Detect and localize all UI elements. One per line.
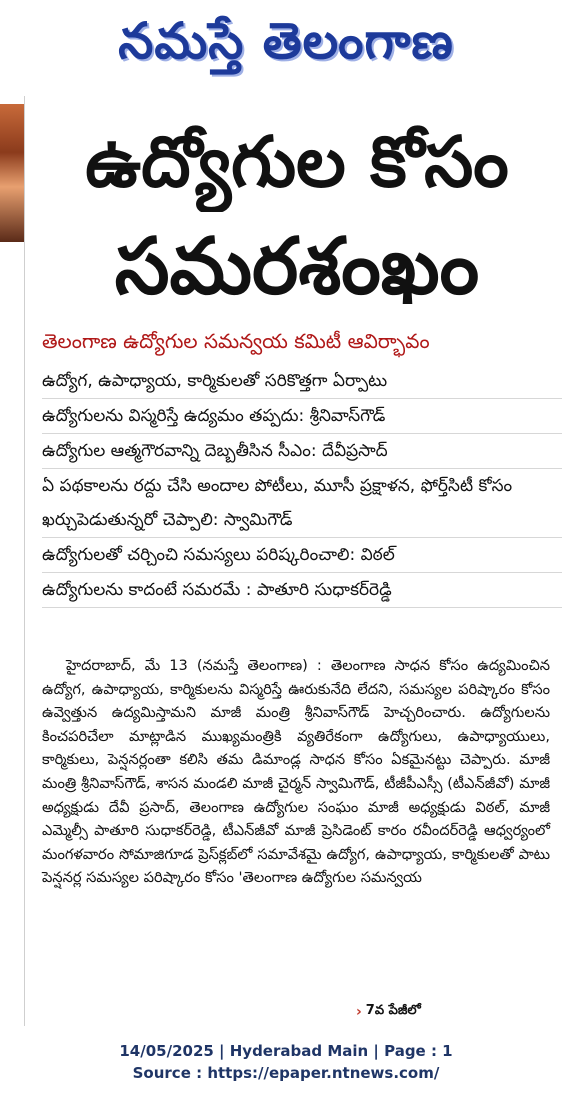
headline-line-1: ఉద్యోగుల కోసం [85,121,509,203]
headline-line-2: సమరశంఖం [114,222,480,312]
newspaper-logo: నమస్తే తెలంగాణ [118,12,454,70]
subhead: ఉద్యోగులను విస్మరిస్తే ఉద్యమం తప్పదు: శ్రీనివాస్‌గౌడ్ [42,399,562,434]
subhead: ఉద్యోగులతో చర్చించి సమస్యలు పరిష్కరించాలి: విఠల్ [42,538,562,573]
footer-source: Source : https://epaper.ntnews.com/ [132,1064,440,1082]
continued-label: 7వ పేజీలో [365,1003,421,1018]
chevron-right-icon: › [356,1004,362,1020]
article-paragraph: హైదరాబాద్, మే 13 (నమస్తే తెలంగాణ) : తెలంగాణ సాధన కోసం ఉద్యమించిన ఉద్యోగ, ఉపాధ్యాయ, కార్మికులను విస్మరిస్తే ఊరుకునేది లేదని, సమస్యల పరిష్కారం కోసం ఉవ్వెత్తున ఉద్యమిస్తామని మాజీ మంత్రి శ్రీనివాస్‌గౌడ్ హెచ్చరించారు. ఉద్యోగులను కించపరిచేలా మాట్లాడిన ముఖ్యమంత్రికి వ్యతిరేకంగా ఉద్యోగులు, ఉపాధ్యాయులు, కార్మికులు, పెన్షనర్లంతా కలిసి తమ డిమాండ్ల సాధన కోసం ఏకమైనట్టు చెప్పారు. మాజీ మంత్రి శ్రీనివాస్‌గౌడ్, శాసన మండలి మాజీ చైర్మన్ స్వామిగౌడ్, టీజీపీఎస్సీ (టీఎన్‌జీవో) మాజీ అధ్యక్షుడు దేవీ ప్రసాద్, తెలంగాణ ఉద్యోగుల సంఘం మాజీ అధ్యక్షుడు విఠల్, మాజీ ఎమ్మెల్సీ పాతూరి సుధాకర్‌రెడ్డి, టీఎన్‌జీవో మాజీ ప్రెసిడెంట్ కారం రవీందర్‌రెడ్డి ఆధ్వర్యంలో మంగళవారం సోమాజిగూడ ప్రెస్‌క్లబ్‌లో సమావేశమై ఉద్యోగ, ఉపాధ్యాయ, కార్మికులతో పాటు పెన్షనర్ల సమస్యల పరిష్కారం కోసం 'తెలంగాణ ఉద్యోగుల సమన్వయ [42,657,550,887]
kicker-subheading: తెలంగాణ ఉద్యోగుల సమన్వయ కమిటీ ఆవిర్భావం [42,329,430,353]
column-divider [24,96,25,1026]
footer-date-edition: 14/05/2025 | Hyderabad Main | Page : 1 [119,1042,453,1060]
subhead: ఏ పథకాలను రద్దు చేసి అందాల పోటీలు, మూసీ ప్రక్షాళన, ఫోర్త్‌సిటీ కోసం ఖర్చుపెడుతున్నరో చెప్పాలి: స్వామిగౌడ్ [42,469,562,538]
subhead: ఉద్యోగ, ఉపాధ్యాయ, కార్మికులతో సరికొత్తగా ఏర్పాటు [42,364,562,399]
subhead: ఉద్యోగులను కాదంటే సమరమే : పాతూరి సుధాకర్‌రెడ్డి [42,573,562,608]
cropped-photo [0,104,24,242]
subhead: ఉద్యోగుల ఆత్మగౌరవాన్ని దెబ్బతీసిన సీఎం: దేవీప్రసాద్ [42,434,562,469]
article-body [42,654,550,890]
continued-on-page-link[interactable] [356,1003,421,1021]
masthead [0,0,572,86]
subheads-list [42,364,562,608]
page-footer [0,1040,572,1084]
